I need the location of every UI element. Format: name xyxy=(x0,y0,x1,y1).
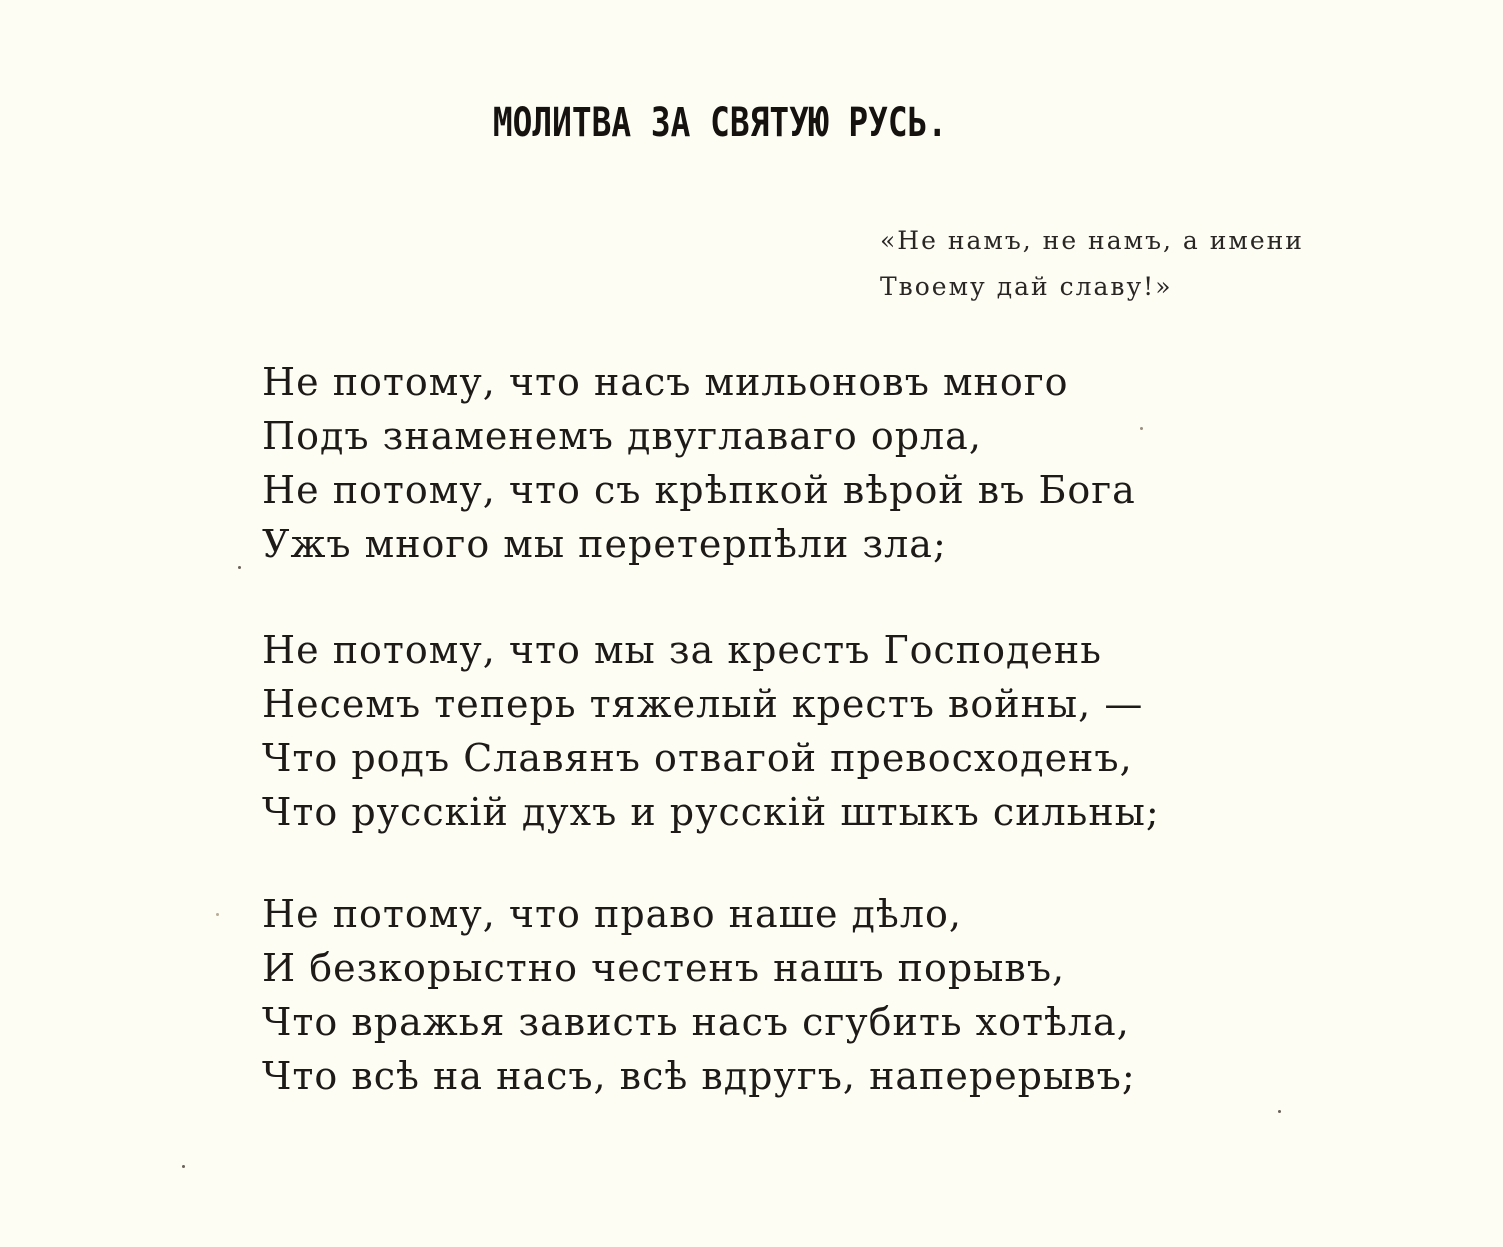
epigraph-line: «Не намъ, не намъ, а имени xyxy=(880,226,1304,255)
verse-line: И безкорыстно честенъ нашъ порывъ, xyxy=(262,946,1066,990)
verse-line: Не потому, что съ крѣпкой вѣрой въ Бога xyxy=(262,468,1136,512)
epigraph xyxy=(880,218,1304,310)
ink-speck xyxy=(216,913,219,916)
stanza-3 xyxy=(262,887,1136,1103)
verse-line: Что всѣ на насъ, всѣ вдругъ, наперерывъ; xyxy=(262,1054,1136,1098)
verse-line: Не потому, что мы за крестъ Господень xyxy=(262,628,1102,672)
verse-line: Ужъ много мы перетерпѣли зла; xyxy=(262,522,947,566)
verse-line: Что вражья зависть насъ сгубить хотѣла, xyxy=(262,1000,1130,1044)
ink-speck xyxy=(182,1165,185,1168)
poem-title: МОЛИТВА ЗА СВЯТУЮ РУСЬ. xyxy=(492,100,948,146)
stanza-2 xyxy=(262,623,1160,839)
verse-line: Не потому, что право наше дѣло, xyxy=(262,892,962,936)
verse-line: Что родъ Славянъ отвагой превосходенъ, xyxy=(262,736,1133,780)
verse-line: Несемъ теперь тяжелый крестъ войны, — xyxy=(262,682,1144,726)
ink-speck xyxy=(1140,427,1143,430)
verse-line: Что русскій духъ и русскій штыкъ сильны; xyxy=(262,790,1160,834)
verse-line: Не потому, что насъ мильоновъ много xyxy=(262,360,1069,404)
stanza-1 xyxy=(262,355,1136,571)
ink-speck xyxy=(1278,1110,1281,1113)
epigraph-line: Твоему дай славу!» xyxy=(880,272,1173,301)
verse-line: Подъ знаменемъ двуглаваго орла, xyxy=(262,414,982,458)
ink-speck xyxy=(238,566,241,569)
